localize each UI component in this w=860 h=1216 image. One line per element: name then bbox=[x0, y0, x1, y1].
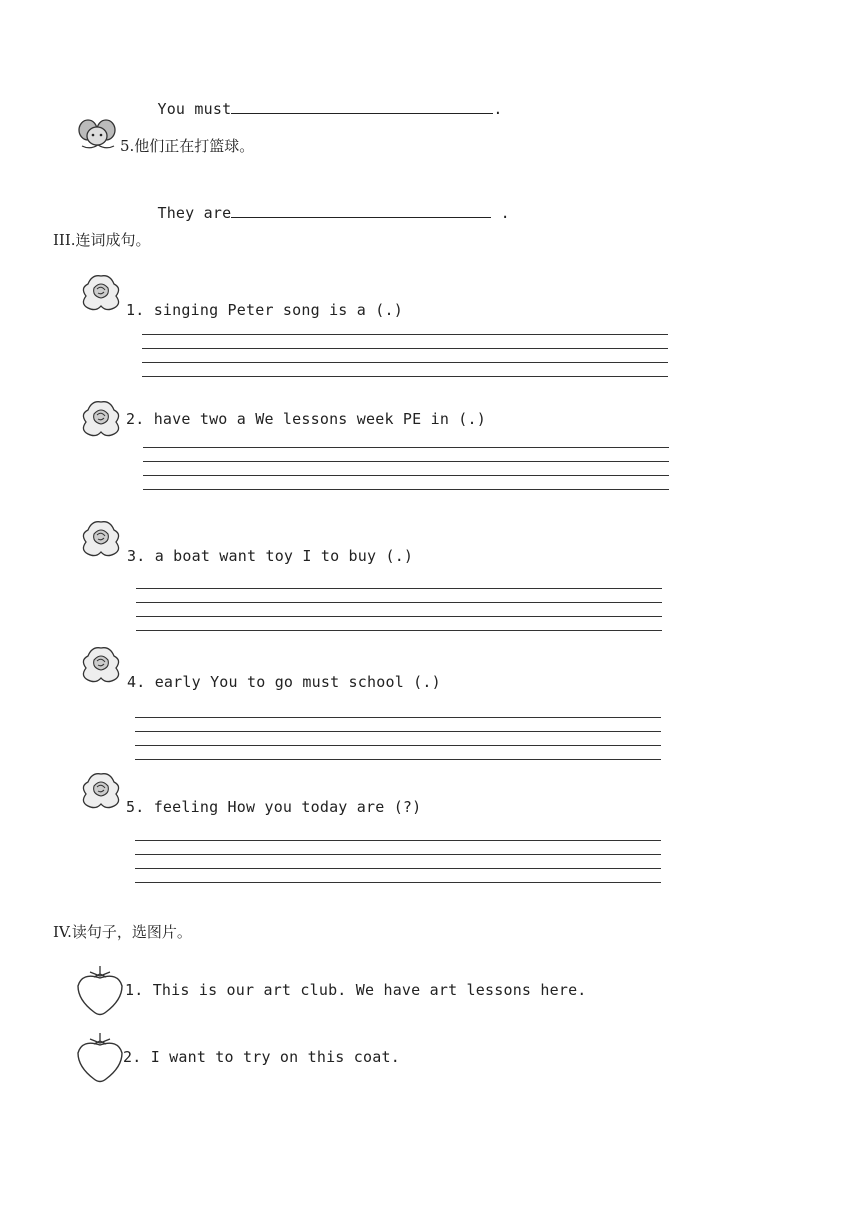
section-4-heading: IV.读句子，选图片。 bbox=[53, 923, 192, 941]
mouse-icon bbox=[76, 116, 122, 152]
item-4-2-text: 2. I want to try on this coat. bbox=[123, 1048, 400, 1066]
rose-icon bbox=[78, 396, 124, 440]
answer-period: . bbox=[500, 204, 510, 222]
item-3-4-text: 4. early You to go must school (.) bbox=[127, 673, 441, 691]
rose-icon bbox=[78, 768, 124, 812]
answer-prefix: You must bbox=[157, 100, 232, 118]
answer-line-4 bbox=[139, 79, 503, 119]
strawberry-icon bbox=[74, 964, 126, 1018]
rose-icon bbox=[78, 642, 124, 686]
rose-icon bbox=[78, 270, 124, 314]
item-3-2-text: 2. have two a We lessons week PE in (.) bbox=[126, 410, 486, 428]
answer-blank[interactable] bbox=[231, 203, 491, 218]
item-4-1-text: 1. This is our art club. We have art lessons here. bbox=[125, 981, 587, 999]
answer-line-5 bbox=[139, 183, 510, 223]
answer-period: . bbox=[493, 100, 503, 118]
answer-blank[interactable] bbox=[231, 99, 493, 114]
item-3-5-text: 5. feeling How you today are (?) bbox=[126, 798, 422, 816]
item-3-1-text: 1. singing Peter song is a (.) bbox=[126, 301, 403, 319]
strawberry-icon bbox=[74, 1031, 126, 1085]
answer-prefix: They are bbox=[157, 204, 232, 222]
rose-icon bbox=[78, 516, 124, 560]
section-3-heading: III.连词成句。 bbox=[53, 231, 151, 249]
item-5-prompt: 5.他们正在打篮球。 bbox=[120, 137, 255, 155]
item-3-3-text: 3. a boat want toy I to buy (.) bbox=[127, 547, 414, 565]
